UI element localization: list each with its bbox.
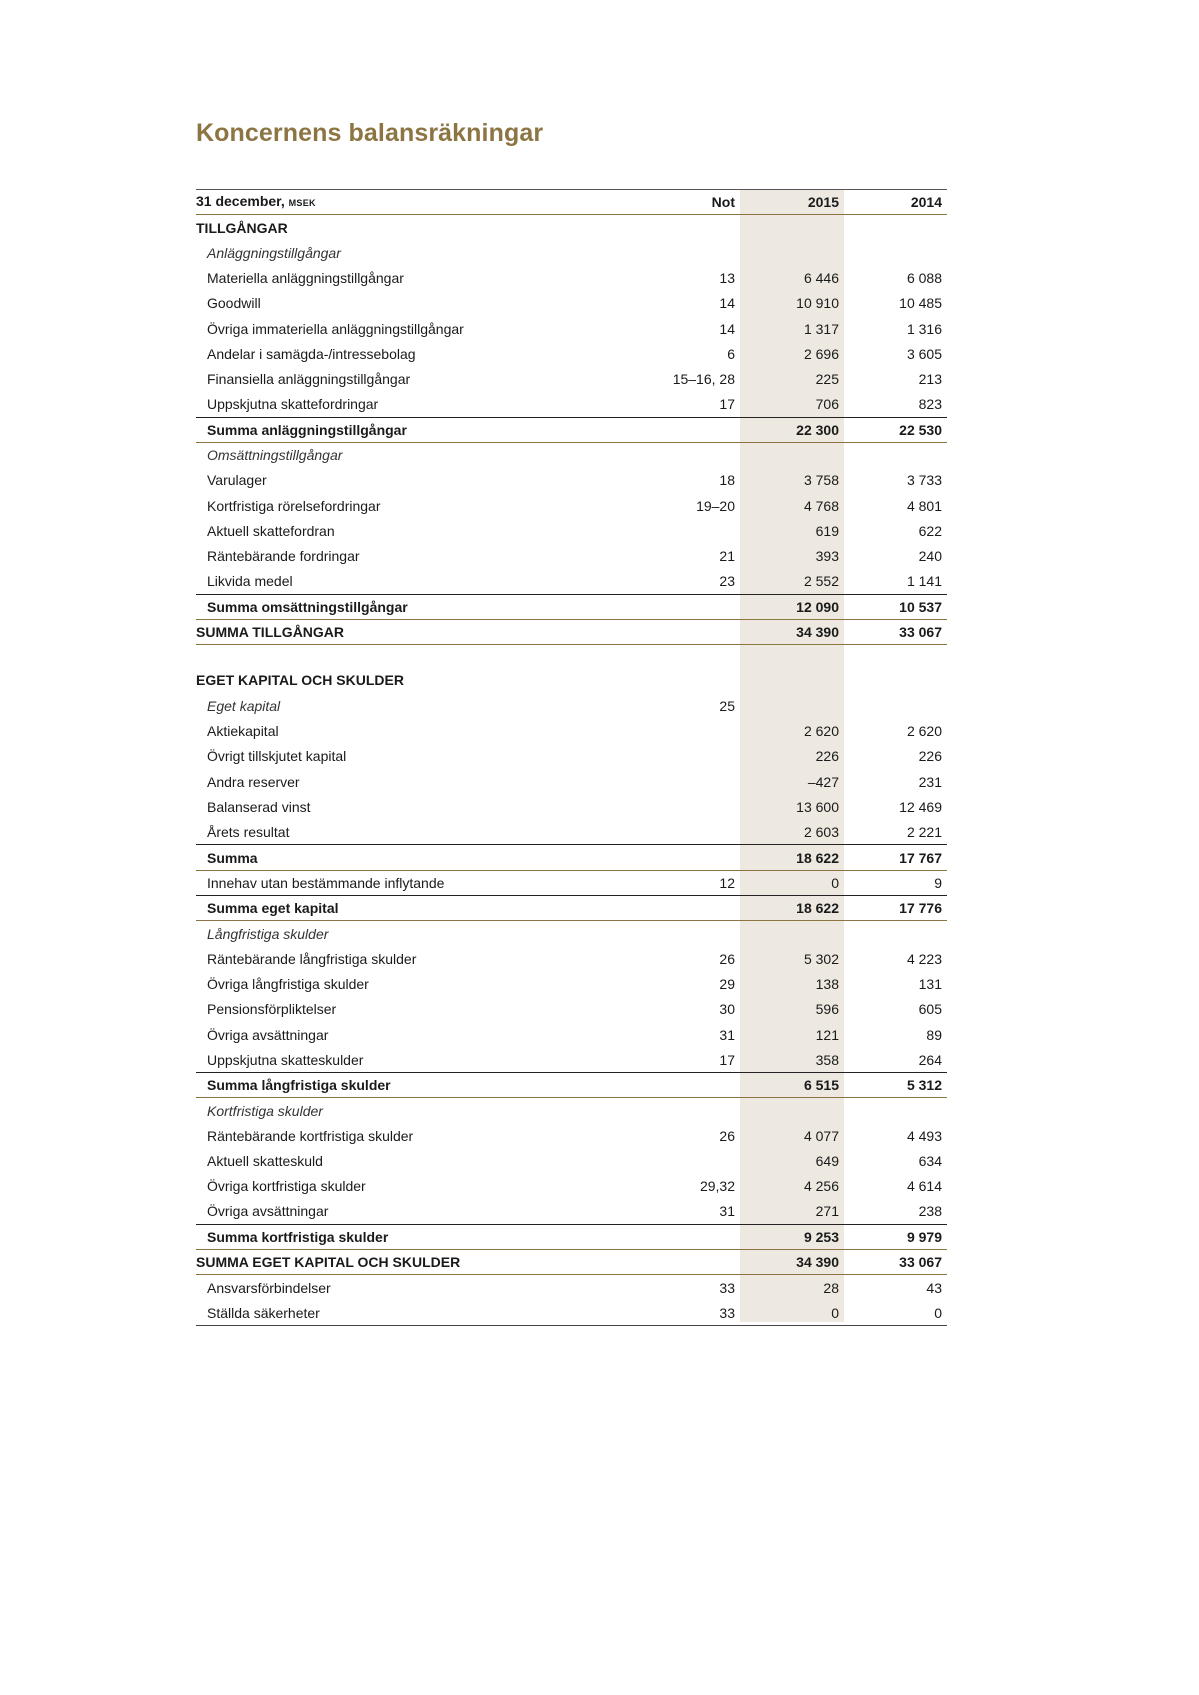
table-row xyxy=(196,1250,947,1275)
row-value-2014: 9 xyxy=(934,874,942,891)
row-value-2015: 28 xyxy=(823,1279,839,1296)
row-note: 33 xyxy=(719,1279,735,1296)
row-note: 12 xyxy=(719,874,735,891)
row-label: Summa eget kapital xyxy=(196,896,623,921)
row-note xyxy=(623,820,740,845)
row-note xyxy=(623,442,740,467)
row-label: Uppskjutna skattefordringar xyxy=(207,396,379,413)
table-row xyxy=(196,1148,947,1173)
row-note xyxy=(623,1224,740,1249)
row-value-2015: –427 xyxy=(807,773,839,790)
row-note: 26 xyxy=(719,950,735,967)
row-note: 30 xyxy=(719,1001,735,1018)
row-label: Finansiella anläggningstillgångar xyxy=(207,371,411,388)
row-value-2015 xyxy=(740,442,844,467)
row-value-2014: 2 620 xyxy=(906,723,942,740)
table-row xyxy=(196,1300,947,1325)
row-value-2015: 358 xyxy=(815,1051,839,1068)
row-value-2014 xyxy=(844,1098,947,1123)
row-value-2015: 225 xyxy=(815,371,839,388)
row-label: Aktuell skattefordran xyxy=(207,523,335,539)
row-value-2015: 393 xyxy=(815,548,839,565)
table-row xyxy=(196,1199,947,1224)
row-note: 29 xyxy=(719,976,735,993)
row-label: SUMMA TILLGÅNGAR xyxy=(196,620,623,645)
row-label: Likvida medel xyxy=(207,573,293,590)
row-label: Omsättningstillgångar xyxy=(207,447,343,464)
row-value-2014: 264 xyxy=(918,1051,942,1068)
table-row xyxy=(196,870,947,895)
table-row xyxy=(196,569,947,594)
row-value-2014: 6 088 xyxy=(906,270,942,287)
table-row xyxy=(196,645,947,668)
row-value-2015: 226 xyxy=(815,748,839,765)
row-value-2014: 634 xyxy=(918,1153,942,1170)
table-row xyxy=(196,518,947,543)
row-value-2015: 619 xyxy=(815,523,839,539)
row-note xyxy=(623,645,740,668)
row-value-2015: 5 302 xyxy=(803,950,839,967)
row-label: Övriga avsättningar xyxy=(207,1026,329,1043)
row-value-2015: 9 253 xyxy=(740,1224,844,1249)
row-note: 19–20 xyxy=(696,497,735,514)
row-label: Långfristiga skulder xyxy=(207,925,329,942)
header-note: Not xyxy=(623,190,740,215)
row-value-2014: 4 223 xyxy=(906,950,942,967)
row-value-2015: 2 603 xyxy=(803,824,839,841)
table-row xyxy=(196,820,947,845)
row-note xyxy=(623,240,740,265)
table-row xyxy=(196,896,947,921)
row-value-2014: 17 767 xyxy=(844,845,947,870)
row-value-2015: 34 390 xyxy=(740,620,844,645)
row-note xyxy=(623,769,740,794)
row-value-2015: 649 xyxy=(815,1153,839,1170)
row-value-2015 xyxy=(740,215,844,240)
row-note xyxy=(623,845,740,870)
row-value-2014: 43 xyxy=(926,1279,942,1296)
row-value-2014: 605 xyxy=(918,1001,942,1018)
row-note: 13 xyxy=(719,270,735,287)
row-label: Summa xyxy=(196,845,623,870)
row-note: 31 xyxy=(719,1026,735,1043)
row-value-2014: 823 xyxy=(918,396,942,413)
row-value-2014 xyxy=(844,215,947,240)
table-row xyxy=(196,594,947,619)
row-note xyxy=(623,1098,740,1123)
row-label: Övriga kortfristiga skulder xyxy=(207,1178,366,1195)
table-row xyxy=(196,1022,947,1047)
row-value-2014: 33 067 xyxy=(844,620,947,645)
row-value-2014: 1 316 xyxy=(906,320,942,337)
row-value-2014: 10 537 xyxy=(844,594,947,619)
row-label: Övriga avsättningar xyxy=(207,1203,329,1220)
row-value-2015 xyxy=(740,668,844,693)
row-value-2015: 596 xyxy=(815,1001,839,1018)
table-row xyxy=(196,620,947,645)
row-note: 33 xyxy=(623,1300,740,1325)
row-label: Innehav utan bestämmande inflytande xyxy=(207,874,445,891)
row-value-2015 xyxy=(740,693,844,718)
row-value-2015: 706 xyxy=(815,396,839,413)
header-date-label: 31 december, MSEK xyxy=(196,190,623,215)
row-value-2015: 2 696 xyxy=(803,345,839,362)
table-row xyxy=(196,921,947,946)
table-row xyxy=(196,544,947,569)
row-value-2014: 5 312 xyxy=(844,1073,947,1098)
table-row xyxy=(196,1224,947,1249)
row-label: TILLGÅNGAR xyxy=(196,219,288,236)
row-value-2015: 121 xyxy=(815,1026,839,1043)
table-row xyxy=(196,493,947,518)
row-value-2014: 3 605 xyxy=(906,345,942,362)
row-value-2015: 34 390 xyxy=(740,1250,844,1275)
balance-sheet xyxy=(196,189,947,1326)
row-note: 26 xyxy=(719,1127,735,1144)
row-value-2015: 3 758 xyxy=(803,472,839,489)
row-value-2014: 1 141 xyxy=(906,573,942,590)
row-note: 21 xyxy=(719,548,735,565)
table-row xyxy=(196,1174,947,1199)
row-label: Räntebärande kortfristiga skulder xyxy=(207,1127,414,1144)
row-value-2015: 10 910 xyxy=(796,295,839,312)
row-label: Summa långfristiga skulder xyxy=(196,1073,623,1098)
row-value-2014: 10 485 xyxy=(899,295,942,312)
row-note xyxy=(623,794,740,819)
table-row xyxy=(196,744,947,769)
row-note: 14 xyxy=(719,320,735,337)
row-label: Goodwill xyxy=(207,295,261,312)
row-value-2014: 240 xyxy=(918,548,942,565)
row-label: Kortfristiga rörelsefordringar xyxy=(207,497,381,514)
header-year-2014: 2014 xyxy=(844,190,947,215)
row-value-2015: 13 600 xyxy=(796,798,839,815)
row-value-2015: 6 446 xyxy=(803,270,839,287)
row-value-2014 xyxy=(844,645,947,668)
row-value-2014: 226 xyxy=(918,748,942,765)
row-note xyxy=(623,620,740,645)
row-note xyxy=(623,921,740,946)
row-note: 14 xyxy=(719,295,735,312)
row-label: Årets resultat xyxy=(207,824,290,841)
row-note xyxy=(623,215,740,240)
table-row xyxy=(196,1275,947,1300)
row-note: 6 xyxy=(727,345,735,362)
table-row xyxy=(196,442,947,467)
row-value-2014: 231 xyxy=(918,773,942,790)
row-value-2014 xyxy=(844,921,947,946)
row-value-2014: 622 xyxy=(918,523,942,539)
row-note: 17 xyxy=(719,1051,735,1068)
row-label: Räntebärande långfristiga skulder xyxy=(207,950,417,967)
table-row xyxy=(196,392,947,417)
row-label xyxy=(196,645,623,668)
row-note xyxy=(623,718,740,743)
row-note: 23 xyxy=(719,573,735,590)
row-value-2014 xyxy=(844,693,947,718)
row-label: Pensionsförpliktelser xyxy=(207,1001,337,1018)
row-value-2015: 4 077 xyxy=(803,1127,839,1144)
row-note xyxy=(623,518,740,543)
row-label: Kortfristiga skulder xyxy=(207,1102,323,1119)
row-note xyxy=(623,1250,740,1275)
row-value-2015: 12 090 xyxy=(740,594,844,619)
row-value-2014: 213 xyxy=(918,371,942,388)
row-label: Räntebärande fordringar xyxy=(207,548,360,565)
row-label: Balanserad vinst xyxy=(207,798,311,815)
table-row xyxy=(196,367,947,392)
table-row xyxy=(196,971,947,996)
table-row xyxy=(196,1123,947,1148)
row-value-2014: 33 067 xyxy=(844,1250,947,1275)
row-label: Varulager xyxy=(207,472,267,489)
table-row xyxy=(196,794,947,819)
row-note: 17 xyxy=(719,396,735,413)
row-value-2014: 2 221 xyxy=(906,824,942,841)
row-label: Uppskjutna skatteskulder xyxy=(207,1051,364,1068)
table-row xyxy=(196,1073,947,1098)
row-value-2014: 4 801 xyxy=(906,497,942,514)
row-value-2014: 131 xyxy=(918,976,942,993)
row-value-2014: 17 776 xyxy=(844,896,947,921)
row-value-2014: 22 530 xyxy=(844,417,947,442)
table-row xyxy=(196,215,947,240)
row-label: Aktuell skatteskuld xyxy=(207,1153,323,1170)
row-value-2015: 2 620 xyxy=(803,723,839,740)
row-label: Eget kapital xyxy=(207,697,281,714)
row-label: Anläggningstillgångar xyxy=(207,244,341,261)
row-note xyxy=(623,1148,740,1173)
balance-sheet-table xyxy=(196,189,947,1326)
row-value-2015: 138 xyxy=(815,976,839,993)
row-value-2014: 12 469 xyxy=(899,798,942,815)
row-value-2015: 2 552 xyxy=(803,573,839,590)
row-label: Övriga immateriella anläggningstillgångar xyxy=(207,320,464,337)
table-row xyxy=(196,718,947,743)
row-label: Ansvarsförbindelser xyxy=(207,1279,331,1296)
row-value-2015 xyxy=(740,240,844,265)
row-label: Summa omsättningstillgångar xyxy=(196,594,623,619)
row-value-2014 xyxy=(844,668,947,693)
row-value-2015: 6 515 xyxy=(740,1073,844,1098)
row-value-2014: 4 493 xyxy=(906,1127,942,1144)
table-row xyxy=(196,291,947,316)
table-row xyxy=(196,265,947,290)
table-row xyxy=(196,316,947,341)
table-row xyxy=(196,946,947,971)
table-row xyxy=(196,240,947,265)
table-row xyxy=(196,1098,947,1123)
row-note xyxy=(623,417,740,442)
table-row xyxy=(196,997,947,1022)
header-unit: MSEK xyxy=(288,198,316,209)
row-value-2015: 22 300 xyxy=(740,417,844,442)
row-note xyxy=(623,1073,740,1098)
table-row xyxy=(196,668,947,693)
row-note: 31 xyxy=(719,1203,735,1220)
row-value-2014: 4 614 xyxy=(906,1178,942,1195)
row-note: 18 xyxy=(719,472,735,489)
row-value-2014: 0 xyxy=(844,1300,947,1325)
row-note: 25 xyxy=(719,697,735,714)
row-label: EGET KAPITAL OCH SKULDER xyxy=(196,672,404,689)
row-value-2014: 3 733 xyxy=(906,472,942,489)
row-value-2015: 0 xyxy=(831,874,839,891)
table-row xyxy=(196,693,947,718)
table-body xyxy=(196,215,947,1326)
row-value-2015 xyxy=(740,921,844,946)
header-year-2015: 2015 xyxy=(740,190,844,215)
row-note xyxy=(623,594,740,619)
table-row xyxy=(196,769,947,794)
row-value-2015: 4 256 xyxy=(803,1178,839,1195)
row-label: Materiella anläggningstillgångar xyxy=(207,270,404,287)
table-row xyxy=(196,417,947,442)
row-note: 15–16, 28 xyxy=(672,371,735,388)
row-label: Aktiekapital xyxy=(207,723,279,740)
row-value-2015: 271 xyxy=(815,1203,839,1220)
row-value-2015: 1 317 xyxy=(803,320,839,337)
row-label: Andelar i samägda-/intressebolag xyxy=(207,345,416,362)
row-value-2015 xyxy=(740,1098,844,1123)
row-label: Ställda säkerheter xyxy=(196,1300,623,1325)
row-note xyxy=(623,896,740,921)
row-value-2014 xyxy=(844,442,947,467)
row-value-2014 xyxy=(844,240,947,265)
row-label: Summa anläggningstillgångar xyxy=(196,417,623,442)
row-label: Summa kortfristiga skulder xyxy=(196,1224,623,1249)
row-value-2015: 18 622 xyxy=(740,845,844,870)
row-value-2015 xyxy=(740,645,844,668)
row-label: SUMMA EGET KAPITAL OCH SKULDER xyxy=(196,1250,623,1275)
row-value-2014: 9 979 xyxy=(844,1224,947,1249)
table-row xyxy=(196,845,947,870)
row-label: Övrigt tillskjutet kapital xyxy=(207,748,347,765)
row-value-2015: 18 622 xyxy=(740,896,844,921)
page-title: Koncernens balansräkningar xyxy=(196,119,544,147)
row-label: Andra reserver xyxy=(207,773,300,790)
row-value-2014: 238 xyxy=(918,1203,942,1220)
row-value-2014: 89 xyxy=(926,1026,942,1043)
row-label: Övriga långfristiga skulder xyxy=(207,976,369,993)
table-header-row xyxy=(196,190,947,215)
row-note xyxy=(623,744,740,769)
table-row xyxy=(196,468,947,493)
table-row xyxy=(196,1047,947,1072)
row-note xyxy=(623,668,740,693)
row-value-2015: 4 768 xyxy=(803,497,839,514)
row-value-2015: 0 xyxy=(740,1300,844,1325)
row-note: 29,32 xyxy=(699,1178,735,1195)
table-row xyxy=(196,341,947,366)
